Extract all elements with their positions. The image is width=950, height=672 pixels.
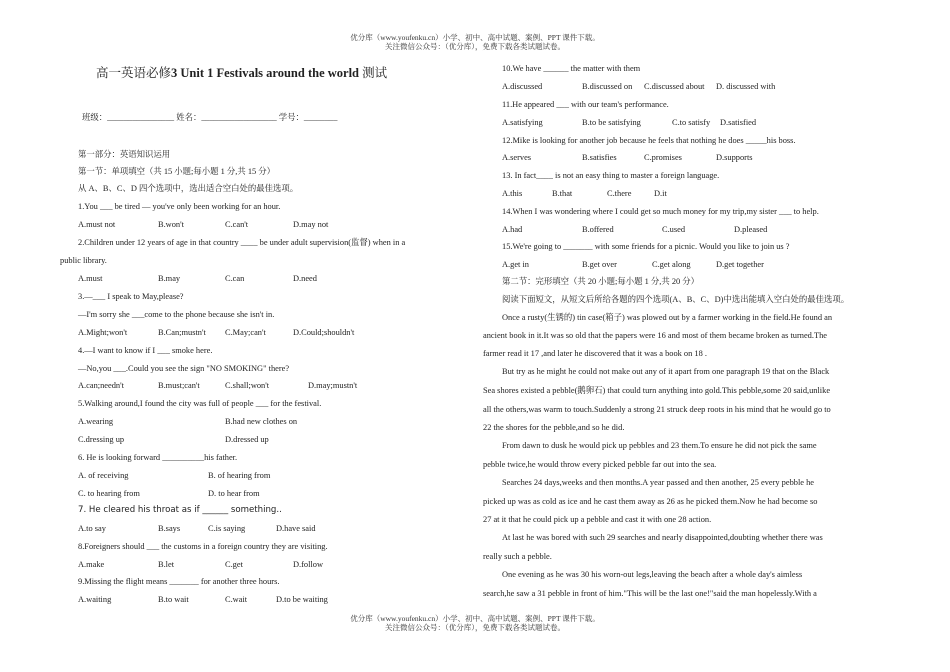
option-a: A.get in	[502, 260, 529, 269]
option-d: D.may;mustn't	[308, 381, 358, 390]
option-a: A.must not	[78, 220, 116, 229]
option-c: C.wait	[225, 595, 248, 604]
question-3: 3.—___ I speak to May,please?	[78, 292, 184, 301]
question-5: 5.Walking around,I found the city was full of people ___ for the festival.	[78, 399, 322, 408]
option-a: A.waiting	[78, 595, 112, 604]
section1-instructions: 从 A、B、C、D 四个选项中，选出适合空白处的最佳选项。	[78, 184, 299, 193]
page-title	[96, 68, 387, 79]
option-a: A.discussed	[502, 82, 543, 91]
option-a: A.this	[502, 189, 523, 198]
option-a: A. of receiving	[78, 471, 129, 480]
option-b: B.to be satisfying	[582, 118, 641, 127]
option-a: A.make	[78, 560, 105, 569]
option-c: C.can't	[225, 220, 249, 229]
passage-line-2: ancient book in it.It was so old that the papers were 16 and most of them became broken as turned.The	[483, 331, 827, 340]
passage-line-14: really such a pebble.	[483, 552, 552, 561]
option-d: D.supports	[716, 153, 753, 162]
passage-line-12: 27 at it that he could pick up a pebble and cast it with one 28 action.	[483, 515, 712, 524]
part1-heading: 第一部分：英语知识运用	[78, 150, 171, 159]
student-info-line: 班级：________________ 姓名：__________________ 学号：________	[82, 113, 338, 122]
option-b: B.that	[552, 189, 573, 198]
option-d: D.to be waiting	[276, 595, 328, 604]
section2-heading: 第二节：完形填空（共 20 小题;每小题 1 分,共 20 分）	[502, 277, 700, 286]
option-c: C.promises	[644, 153, 682, 162]
question-9: 9.Missing the flight means _______ for another three hours.	[78, 577, 280, 586]
page-footer	[0, 614, 950, 632]
option-d: D. to hear from	[208, 489, 260, 498]
header-line-1: 优分库（www.youfenku.cn）小学、初中、高中试题、案例、PPT 课件下载。	[350, 33, 600, 42]
option-c: C. to hearing from	[78, 489, 140, 498]
title-bold: 3 Unit 1 Festivals around the world	[171, 66, 359, 80]
option-c: C.dressing up	[78, 435, 125, 444]
option-a: A.Might;won't	[78, 328, 128, 337]
option-d: D.follow	[293, 560, 324, 569]
option-b: B. of hearing from	[208, 471, 271, 480]
question-11: 11.He appeared ___ with our team's performance.	[502, 100, 669, 109]
passage-line-15: One evening as he was 30 his worn-out legs,leaving the beach after a whole day's aimless	[502, 570, 803, 579]
option-b: B.get over	[582, 260, 617, 269]
passage-line-6: all the others,was warm to touch.Suddenly a strong 21 struck deep roots in his mind that he would go to	[483, 405, 831, 414]
question-10: 10.We have ______ the matter with them	[502, 64, 641, 73]
question-14: 14.When I was wondering where I could get so much money for my trip,my sister ___ to help.	[502, 207, 819, 216]
option-c: C.get along	[652, 260, 691, 269]
question-4-cont: —No,you ___.Could you see the sign "NO SMOKING" there?	[78, 364, 290, 373]
passage-line-7: 22 the shores for the pebble,and so he did.	[483, 423, 625, 432]
section2-instructions: 阅读下面短文，从短文后所给各题的四个选项(A、B、C、D)中选出能填入空白处的最佳选项。	[502, 295, 850, 304]
question-2: 2.Children under 12 years of age in that country ____ be under adult supervision(监督) when in a	[78, 238, 406, 247]
option-b: B.satisfies	[582, 153, 617, 162]
option-c: C.May;can't	[225, 328, 266, 337]
passage-line-8: From dawn to dusk he would pick up pebbles and 23 them.To ensure he did not pick the same	[502, 441, 817, 450]
option-d: D.Could;shouldn't	[293, 328, 355, 337]
option-a: A.wearing	[78, 417, 114, 426]
option-d: D. discussed with	[716, 82, 776, 91]
option-d: D.pleased	[734, 225, 768, 234]
footer-line-1: 优分库（www.youfenku.cn）小学、初中、高中试题、案例、PPT 课件下载。	[350, 614, 600, 623]
option-b: B.offered	[582, 225, 614, 234]
option-b: B.had new clothes on	[225, 417, 298, 426]
question-3-cont: —I'm sorry she ___come to the phone because she isn't in.	[78, 310, 275, 319]
question-12: 12.Mike is looking for another job because he feels that nothing he does _____his boss.	[502, 136, 796, 145]
footer-line-2: 关注微信公众号：（优分库），免费下载各类试题试卷。	[385, 623, 565, 632]
option-a: A.had	[502, 225, 523, 234]
option-c: C.used	[662, 225, 686, 234]
option-d: D.satisfied	[720, 118, 757, 127]
passage-line-11: picked up was as cold as ice and he cast them away as 26 as he picked them.Now he had become so	[483, 497, 818, 506]
option-d: D.dressed up	[225, 435, 269, 444]
option-a: A.serves	[502, 153, 532, 162]
question-7: 7. He cleared his throat as if ______ something..	[78, 505, 282, 515]
option-d: D.need	[293, 274, 317, 283]
option-d: D.get together	[716, 260, 764, 269]
question-2-cont: public library.	[60, 256, 107, 265]
option-b: B.won't	[158, 220, 184, 229]
option-b: B.says	[158, 524, 181, 533]
option-c: C.discussed about	[644, 82, 705, 91]
option-b: B.must;can't	[158, 381, 200, 390]
option-d: D.have said	[276, 524, 316, 533]
title-prefix: 高一英语必修	[96, 66, 172, 80]
page-header	[0, 33, 950, 51]
option-c: C.can	[225, 274, 245, 283]
passage-line-4: But try as he might he could not make out any of it apart from one paragraph 19 that on the Black	[502, 367, 830, 376]
passage-line-16: search,he saw a 31 pebble in front of him."This will be the last one!"said the man hopelessly.With a	[483, 589, 817, 598]
option-c: C.is saying	[208, 524, 246, 533]
option-c: C.shall;won't	[225, 381, 270, 390]
option-b: B.to wait	[158, 595, 189, 604]
option-d: D.it	[654, 189, 667, 198]
passage-line-9: pebble twice,he would throw every picked pebble far out into the sea.	[483, 460, 717, 469]
passage-line-13: At last he was bored with such 29 searches and nearly disappointed,doubting whether there was	[502, 533, 823, 542]
passage-line-1: Once a rusty(生锈的) tin case(箱子) was plowed out by a farmer working in the field.He found an	[502, 313, 833, 322]
option-a: A.satisfying	[502, 118, 543, 127]
option-c: C.get	[225, 560, 243, 569]
option-a: A.to say	[78, 524, 106, 533]
option-b: B.Can;mustn't	[158, 328, 206, 337]
section1-heading: 第一节：单项填空（共 15 小题;每小题 1 分,共 15 分）	[78, 167, 276, 176]
option-a: A.can;needn't	[78, 381, 124, 390]
question-1: 1.You ___ be tired — you've only been working for an hour.	[78, 202, 281, 211]
passage-line-10: Searches 24 days,weeks and then months.A year passed and then another, 25 every pebble he	[502, 478, 815, 487]
passage-line-5: Sea shores existed a pebble(鹅卵石) that could turn anything into gold.This pebble,some 20 said,unlike	[483, 386, 831, 395]
option-b: B.may	[158, 274, 181, 283]
question-8: 8.Foreigners should ___ the customs in a foreign country they are visiting.	[78, 542, 328, 551]
title-suffix: 测试	[359, 66, 388, 80]
question-15: 15.We're going to _______ with some friends for a picnic. Would you like to join us ?	[502, 242, 790, 251]
header-line-2: 关注微信公众号：（优分库），免费下载各类试题试卷。	[385, 42, 565, 51]
question-6: 6. He is looking forward __________his father.	[78, 453, 238, 462]
question-13: 13. In fact____ is not an easy thing to master a foreign language.	[502, 171, 720, 180]
option-d: D.may not	[293, 220, 329, 229]
option-b: B.let	[158, 560, 175, 569]
option-c: C.to satisfy	[672, 118, 711, 127]
option-c: C.there	[607, 189, 632, 198]
passage-line-3: farmer read it 17 ,and later he discovered that it was a book on 18 .	[483, 349, 707, 358]
option-b: B.discussed on	[582, 82, 633, 91]
option-a: A.must	[78, 274, 103, 283]
question-4: 4.—I want to know if I ___ smoke here.	[78, 346, 213, 355]
